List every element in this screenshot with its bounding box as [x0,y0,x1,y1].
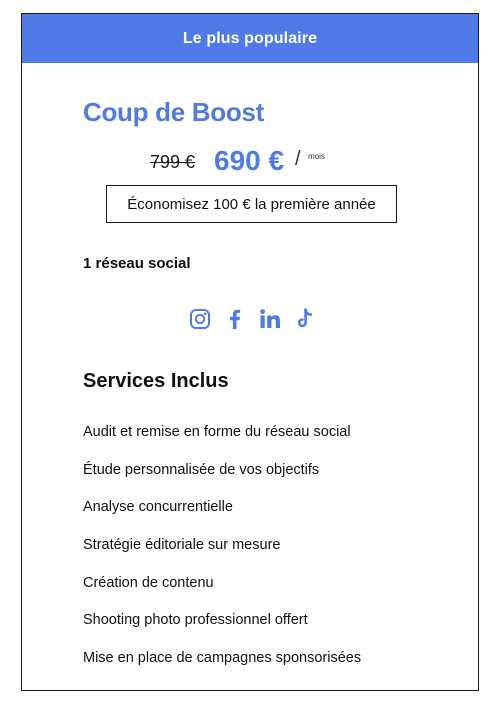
instagram-icon[interactable] [188,307,212,331]
service-item: Mise en place de campagnes sponsorisées [83,650,362,667]
price-separator: / [295,148,301,170]
plan-title: Coup de Boost [83,97,264,127]
price-row [22,145,478,179]
popular-banner-label: Le plus populaire [182,29,318,47]
service-item: Analyse concurrentielle [83,499,233,516]
services-list [83,421,361,685]
facebook-icon[interactable] [223,307,247,331]
service-item: Shooting photo professionnel offert [83,612,308,629]
current-price: 690 € [214,145,285,176]
social-icons-row [22,307,478,333]
service-item: Création de contenu [83,574,214,591]
service-item: Audit et remise en forme du réseau social [83,424,351,440]
services-title: Services Inclus [83,370,229,392]
popular-banner [22,14,478,63]
service-item: Étude personnalisée de vos objectifs [83,461,320,478]
network-count: 1 réseau social [83,255,191,272]
savings-badge: Économisez 100 € la première année [106,185,397,223]
tiktok-icon[interactable] [293,307,317,331]
linkedin-icon[interactable] [258,307,282,331]
billing-period: mois [308,152,325,161]
old-price: 799 € [150,152,196,172]
pricing-card [21,13,479,691]
service-item: Stratégie éditoriale sur mesure [83,537,281,554]
